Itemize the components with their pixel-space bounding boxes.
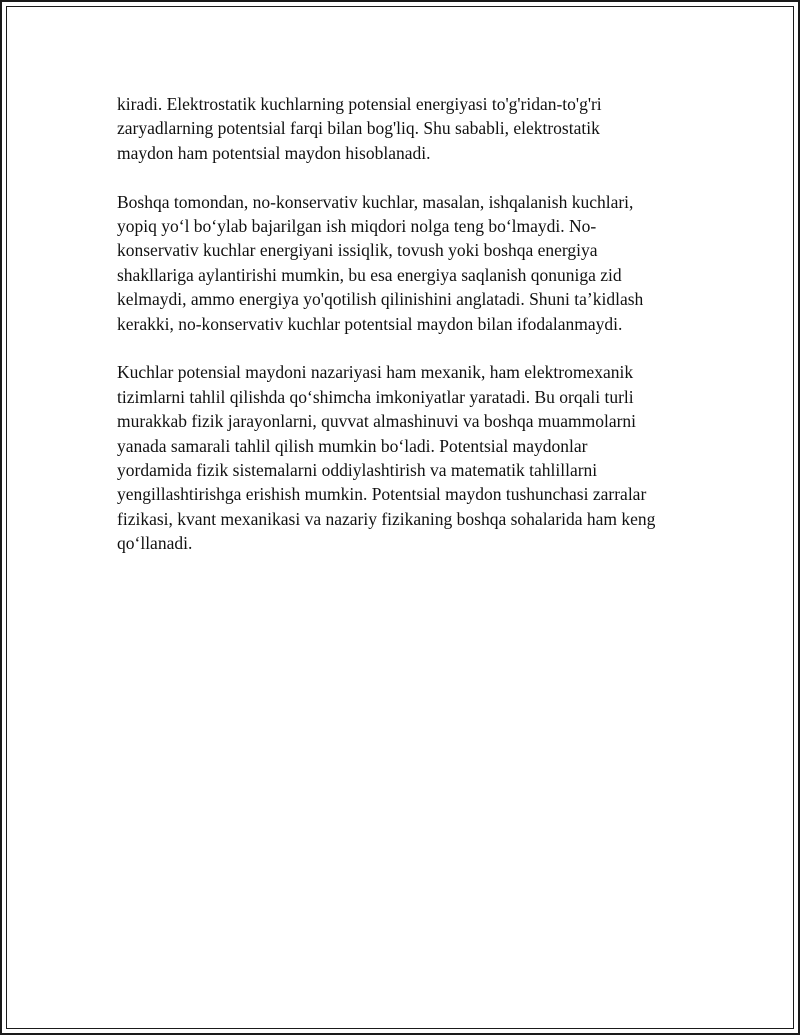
paragraph-1 — [117, 92, 697, 165]
paragraph-line: kerakki, no-konservativ kuchlar potentsial maydon bilan ifodalanmaydi. — [117, 313, 623, 334]
paragraph-line: shakllariga aylantirishi mumkin, bu esa energiya saqlanish qonuniga zid — [117, 264, 622, 285]
paragraph-line: yordamida fizik sistemalarni oddiylashtirish va matematik tahlillarni — [117, 460, 598, 481]
document-body — [117, 92, 697, 580]
paragraph-3 — [117, 360, 697, 555]
paragraph-line: fizikasi, kvant mexanikasi va nazariy fizikaning boshqa sohalarida ham keng — [117, 508, 656, 529]
paragraph-line: konservativ kuchlar energiyani issiqlik, tovush yoki boshqa energiya — [117, 240, 598, 261]
paragraph-line: yanada samarali tahlil qilish mumkin bo‘ladi. Potentsial maydonlar — [117, 435, 588, 456]
paragraph-line: qo‘llanadi. — [117, 533, 193, 554]
paragraph-line: kelmaydi, ammo energiya yo'qotilish qilinishini anglatadi. Shuni ta’kidlash — [117, 289, 644, 310]
paragraph-line: murakkab fizik jarayonlarni, quvvat almashinuvi va boshqa muammolarni — [117, 411, 637, 432]
paragraph-line: maydon ham potentsial maydon hisoblanadi. — [117, 142, 431, 163]
paragraph-2 — [117, 190, 697, 336]
paragraph-line: zaryadlarning potentsial farqi bilan bog'liq. Shu sababli, elektrostatik — [117, 118, 600, 139]
paragraph-line: tizimlarni tahlil qilishda qo‘shimcha imkoniyatlar yaratadi. Bu orqali turli — [117, 386, 634, 407]
paragraph-line: kiradi. Elektrostatik kuchlarning potensial energiyasi to'g'ridan-to'g'ri — [117, 94, 602, 114]
paragraph-line: yopiq yo‘l bo‘ylab bajarilgan ish miqdori nolga teng bo‘lmaydi. No- — [117, 216, 597, 237]
paragraph-line: yengillashtirishga erishish mumkin. Potentsial maydon tushunchasi zarralar — [117, 484, 647, 505]
paragraph-line: Boshqa tomondan, no-konservativ kuchlar, masalan, ishqalanish kuchlari, — [117, 191, 634, 212]
paragraph-line: Kuchlar potensial maydoni nazariyasi ham mexanik, ham elektromexanik — [117, 362, 634, 383]
